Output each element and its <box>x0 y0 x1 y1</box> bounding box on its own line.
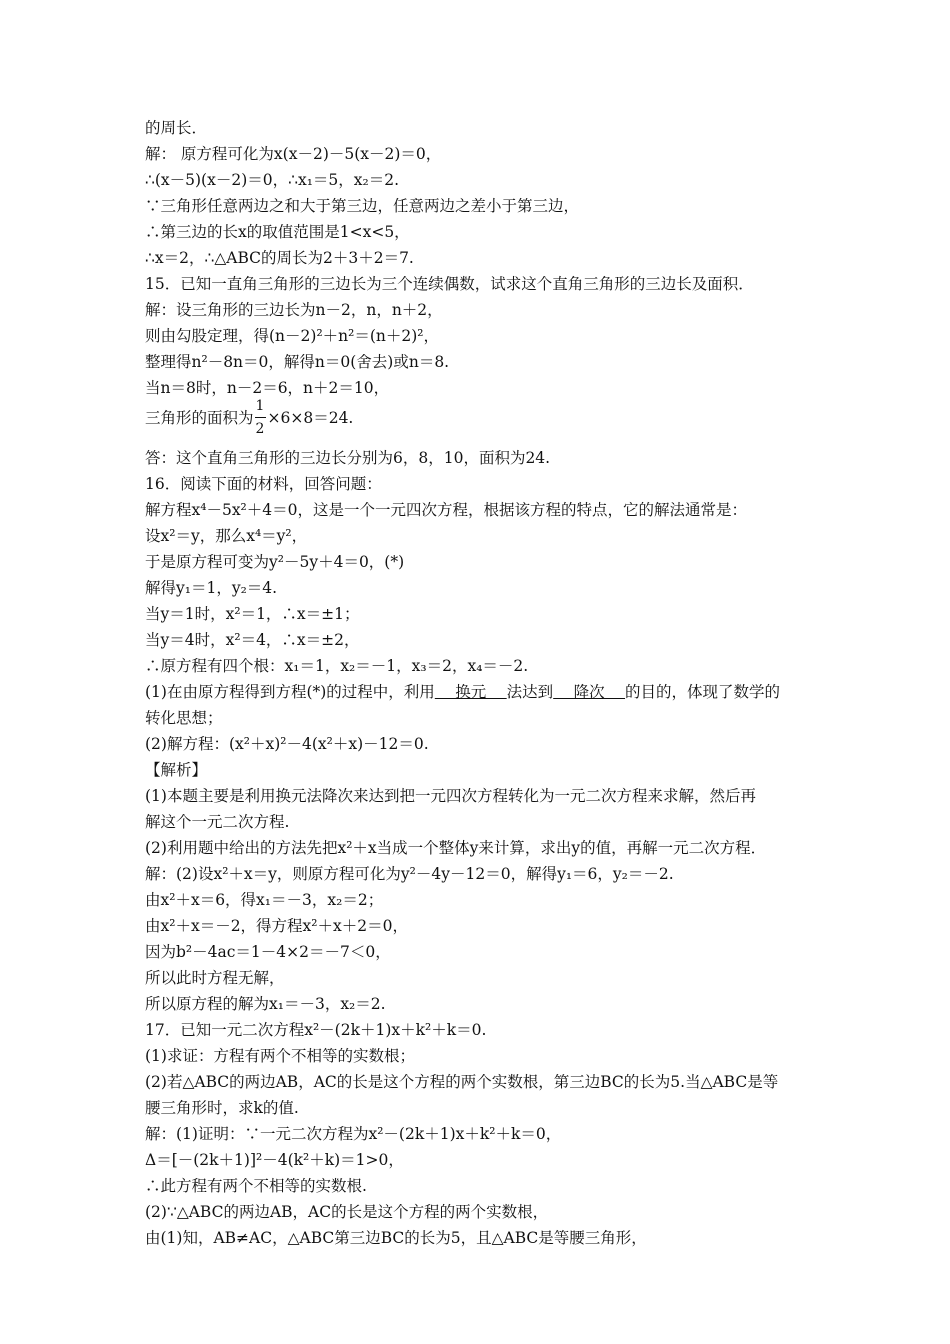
text-line: 答：这个直角三角形的三边长分别为6，8，10，面积为24. <box>145 449 551 467</box>
question-16: 16．阅读下面的材料，回答问题： <box>145 475 382 493</box>
text-line: ∴第三边的长x的取值范围是1<x<5， <box>145 223 410 241</box>
text-line: ∴x＝2，∴△ABC的周长为2＋3＋2＝7. <box>145 249 414 267</box>
text-line: 整理得n²－8n＝0，解得n＝0(舍去)或n＝8. <box>145 353 450 371</box>
text-line: 于是原方程可变为y²－5y＋4＝0，(*) <box>145 553 405 571</box>
text-line: 解：设三角形的三边长为n－2，n，n＋2， <box>145 301 443 319</box>
text-line: 转化思想； <box>145 709 223 727</box>
text-line: 所以原方程的解为x₁＝－3，x₂＝2. <box>145 995 386 1013</box>
fraction <box>255 396 267 440</box>
text-line: ∴原方程有四个根：x₁＝1，x₂＝－1，x₃＝2，x₄＝－2. <box>145 657 529 675</box>
text-line: 当y＝1时，x²＝1，∴x＝±1； <box>145 605 360 623</box>
q16-part1-text-c: 的目的，体现了数学的 <box>625 683 781 701</box>
area-line <box>145 396 825 440</box>
fraction-bar <box>255 417 266 418</box>
text-line: (2)若△ABC的两边AB，AC的长是这个方程的两个实数根，第三边BC的长为5.当△ABC是等 <box>145 1073 779 1091</box>
area-suffix: ×6×8＝24. <box>267 409 354 427</box>
text-line: 所以此时方程无解， <box>145 969 285 987</box>
q16-part1-text-b: 法达到 <box>506 683 554 701</box>
text-line: 解：(2)设x²＋x＝y，则原方程可化为y²－4y－12＝0，解得y₁＝6，y₂＝－2. <box>145 865 674 883</box>
answer-blank-1: 换元 <box>434 683 507 701</box>
text-line: 解：(1)证明：∵一元二次方程为x²－(2k＋1)x＋k²＋k＝0， <box>145 1125 562 1143</box>
area-prefix: 三角形的面积为 <box>145 409 254 427</box>
text-line: 则由勾股定理，得(n－2)²＋n²＝(n＋2)²， <box>145 327 440 345</box>
text-line: 解： 原方程可化为x(x－2)－5(x－2)＝0， <box>145 145 442 163</box>
fraction-numerator: 1 <box>255 398 265 414</box>
text-line: 当n＝8时，n－2＝6，n＋2＝10， <box>145 379 390 397</box>
text-line: 解这个一元二次方程. <box>145 813 290 831</box>
answer-blank-2: 降次 <box>553 683 626 701</box>
question-15: 15．已知一直角三角形的三边长为三个连续偶数，试求这个直角三角形的三边长及面积． <box>145 275 754 293</box>
text-line: 解方程x⁴－5x²＋4＝0，这是一个一元四次方程，根据该方程的特点，它的解法通常是： <box>145 501 747 519</box>
text-line: ∵三角形任意两边之和大于第三边，任意两边之差小于第三边， <box>145 197 580 215</box>
text-line: (2)利用题中给出的方法先把x²＋x当成一个整体y来计算，求出y的值，再解一元二次方程． <box>145 839 767 857</box>
text-line: 解得y₁＝1，y₂＝4. <box>145 579 278 597</box>
text-line: (1)本题主要是利用换元法降次来达到把一元四次方程转化为一元二次方程来求解，然后再 <box>145 787 756 805</box>
text-line: (1)求证：方程有两个不相等的实数根； <box>145 1047 415 1065</box>
text-line: (2)∵△ABC的两边AB，AC的长是这个方程的两个实数根， <box>145 1203 549 1221</box>
text-line: Δ＝[－(2k＋1)]²－4(k²＋k)＝1>0， <box>145 1151 404 1169</box>
text-line: 由x²＋x＝6，得x₁＝－3，x₂＝2； <box>145 891 384 909</box>
text-line: 设x²＝y，那么x⁴＝y²， <box>145 527 308 545</box>
text-line: 由x²＋x＝－2，得方程x²＋x＋2＝0， <box>145 917 408 935</box>
text-line: 的周长． <box>145 119 208 137</box>
text-line: 当y＝4时，x²＝4，∴x＝±2， <box>145 631 360 649</box>
text-line: 由(1)知，AB≠AC，△ABC第三边BC的长为5，且△ABC是等腰三角形， <box>145 1229 647 1247</box>
text-line: ∴(x－5)(x－2)＝0，∴x₁＝5，x₂＝2. <box>145 171 400 189</box>
fraction-denominator: 2 <box>255 421 265 437</box>
text-line: 腰三角形时，求k的值. <box>145 1099 299 1117</box>
text-line: ∴此方程有两个不相等的实数根. <box>145 1177 367 1195</box>
question-17: 17．已知一元二次方程x²－(2k＋1)x＋k²＋k＝0. <box>145 1021 487 1039</box>
text-line: 因为b²－4ac＝1－4×2＝－7＜0， <box>145 943 391 961</box>
text-line: (2)解方程：(x²＋x)²－4(x²＋x)－12＝0. <box>145 735 429 753</box>
analysis-heading: 【解析】 <box>145 761 208 779</box>
q16-part1 <box>145 682 825 702</box>
q16-part1-text-a: (1)在由原方程得到方程(*)的过程中，利用 <box>145 683 435 701</box>
